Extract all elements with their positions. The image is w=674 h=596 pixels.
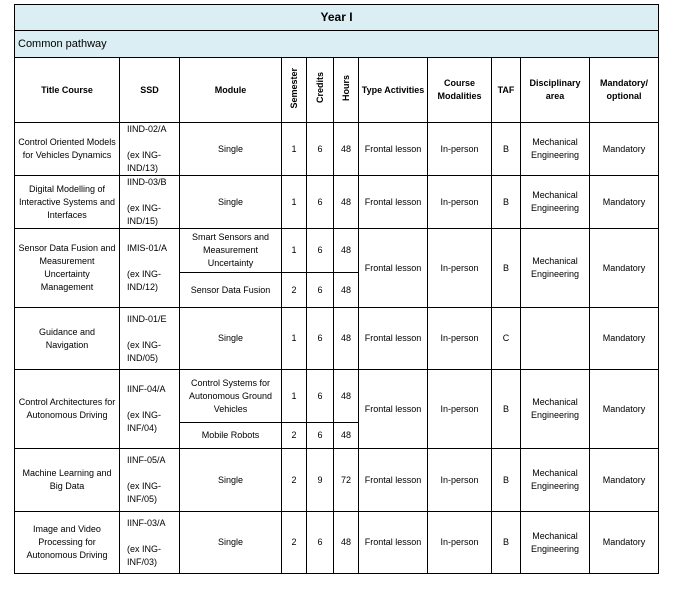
- ssd-former-code: (ex ING-IND/15): [127, 203, 162, 226]
- header-row: [15, 58, 659, 123]
- ssd-former-code: (ex ING-INF/04): [127, 410, 162, 433]
- module-hours: 48: [334, 512, 359, 574]
- course-ssd: [120, 308, 180, 370]
- course-type-activities: Frontal lesson: [359, 449, 428, 512]
- course-mandatory: Mandatory: [590, 176, 659, 229]
- module-semester: 1: [282, 370, 307, 423]
- course-taf: B: [492, 176, 521, 229]
- course-modality: In-person: [428, 512, 492, 574]
- study-plan-table: [14, 4, 659, 574]
- course-disciplinary-area: Mechanical Engineering: [521, 123, 590, 176]
- course-disciplinary-area: Mechanical Engineering: [521, 449, 590, 512]
- module-credits: 9: [307, 449, 334, 512]
- course-row: [15, 449, 659, 512]
- ssd-former-code: (ex ING-IND/12): [127, 269, 162, 292]
- course-title: Control Architectures for Autonomous Driving: [15, 370, 120, 449]
- module-name: Single: [180, 512, 282, 574]
- course-disciplinary-area: Mechanical Engineering: [521, 370, 590, 449]
- ssd-code: IIND-02/A: [127, 124, 167, 134]
- course-modality: In-person: [428, 123, 492, 176]
- header-hours-label: Hours: [340, 74, 351, 101]
- module-semester: 1: [282, 229, 307, 273]
- module-name: Control Systems for Autonomous Ground Vehicles: [180, 370, 282, 423]
- module-name: Smart Sensors and Measurement Uncertainty: [180, 229, 282, 273]
- header-mandatory: [590, 58, 659, 123]
- module-hours: 48: [334, 273, 359, 308]
- module-semester: 1: [282, 176, 307, 229]
- course-type-activities: Frontal lesson: [359, 370, 428, 449]
- module-credits: 6: [307, 123, 334, 176]
- ssd-former-code: (ex ING-INF/05): [127, 481, 162, 504]
- module-credits: 6: [307, 423, 334, 449]
- course-modality: In-person: [428, 449, 492, 512]
- course-disciplinary-area: Mechanical Engineering: [521, 176, 590, 229]
- module-hours: 48: [334, 308, 359, 370]
- course-title: Sensor Data Fusion and Measurement Uncertainty Management: [15, 229, 120, 308]
- course-taf: B: [492, 449, 521, 512]
- header-taf: TAF: [492, 58, 521, 123]
- module-semester: 1: [282, 308, 307, 370]
- module-hours: 48: [334, 423, 359, 449]
- course-disciplinary-area: [521, 308, 590, 370]
- module-name: Single: [180, 176, 282, 229]
- course-modality: In-person: [428, 229, 492, 308]
- ssd-spacer: [127, 326, 177, 339]
- year-title: Year I: [15, 5, 659, 31]
- ssd-spacer: [127, 136, 177, 149]
- module-semester: 2: [282, 423, 307, 449]
- course-type-activities: Frontal lesson: [359, 229, 428, 308]
- module-credits: 6: [307, 512, 334, 574]
- course-row: [15, 370, 659, 423]
- course-row: [15, 176, 659, 229]
- ssd-code: IINF-03/A: [127, 517, 166, 528]
- module-credits: 6: [307, 273, 334, 308]
- header-disciplinary-area-1: Disciplinary: [529, 78, 581, 88]
- ssd-spacer: [127, 255, 177, 268]
- ssd-spacer: [127, 467, 177, 480]
- module-credits: 6: [307, 229, 334, 273]
- ssd-former-code: (ex ING-INF/03): [127, 543, 162, 567]
- ssd-code: IINF-04/A: [127, 384, 166, 394]
- course-type-activities: Frontal lesson: [359, 123, 428, 176]
- ssd-code: IMIS-01/A: [127, 243, 168, 253]
- header-disciplinary-area: [521, 58, 590, 123]
- course-modality: In-person: [428, 176, 492, 229]
- ssd-spacer: [127, 530, 177, 543]
- course-mandatory: Mandatory: [590, 512, 659, 574]
- course-modality: In-person: [428, 308, 492, 370]
- module-hours: 72: [334, 449, 359, 512]
- module-credits: 6: [307, 308, 334, 370]
- module-hours: 48: [334, 176, 359, 229]
- header-hours: [334, 58, 359, 123]
- module-hours: 48: [334, 370, 359, 423]
- course-mandatory: Mandatory: [590, 229, 659, 308]
- header-course-modalities-2: Modalities: [437, 91, 482, 101]
- course-title: Image and Video Processing for Autonomous Driving: [15, 512, 120, 574]
- ssd-spacer: [127, 189, 177, 202]
- course-taf: B: [492, 370, 521, 449]
- module-semester: 2: [282, 273, 307, 308]
- module-credits: 6: [307, 176, 334, 229]
- course-ssd: [120, 229, 180, 308]
- course-title: Control Oriented Models for Vehicles Dynamics: [15, 123, 120, 176]
- course-title: Guidance and Navigation: [15, 308, 120, 370]
- course-ssd: [120, 449, 180, 512]
- course-ssd: [120, 370, 180, 449]
- course-taf: C: [492, 308, 521, 370]
- module-name: Single: [180, 308, 282, 370]
- course-taf: B: [492, 123, 521, 176]
- course-row: [15, 512, 659, 574]
- header-course-modalities-1: Course: [443, 78, 475, 88]
- ssd-code: IINF-05/A: [127, 455, 166, 465]
- course-ssd: [120, 123, 180, 176]
- module-name: Sensor Data Fusion: [180, 273, 282, 308]
- course-row: [15, 123, 659, 176]
- header-title-course: Title Course: [15, 58, 120, 123]
- course-ssd: [120, 512, 180, 574]
- header-credits: [307, 58, 334, 123]
- course-mandatory: Mandatory: [590, 123, 659, 176]
- module-name: Single: [180, 123, 282, 176]
- course-title: Digital Modelling of Interactive Systems and Interfaces: [15, 176, 120, 229]
- header-type-activities: Type Activities: [359, 58, 428, 123]
- header-semester-label: Semester: [288, 67, 299, 109]
- course-row: [15, 308, 659, 370]
- header-course-modalities: [428, 58, 492, 123]
- course-ssd: [120, 176, 180, 229]
- course-modality: In-person: [428, 370, 492, 449]
- module-name: Mobile Robots: [180, 423, 282, 449]
- course-row: [15, 229, 659, 273]
- module-semester: 2: [282, 512, 307, 574]
- course-taf: B: [492, 512, 521, 574]
- course-mandatory: Mandatory: [590, 308, 659, 370]
- ssd-code: IIND-01/E: [127, 313, 167, 324]
- course-disciplinary-area: Mechanical Engineering: [521, 512, 590, 574]
- course-mandatory: Mandatory: [590, 449, 659, 512]
- ssd-spacer: [127, 396, 177, 409]
- ssd-code: IIND-03/B: [127, 177, 167, 187]
- pathway-title: Common pathway: [15, 31, 659, 58]
- module-semester: 2: [282, 449, 307, 512]
- ssd-former-code: (ex ING-IND/13): [127, 150, 162, 173]
- module-hours: 48: [334, 229, 359, 273]
- course-mandatory: Mandatory: [590, 370, 659, 449]
- course-taf: B: [492, 229, 521, 308]
- ssd-former-code: (ex ING-IND/05): [127, 339, 162, 363]
- header-disciplinary-area-2: area: [545, 91, 565, 101]
- course-title: Machine Learning and Big Data: [15, 449, 120, 512]
- course-type-activities: Frontal lesson: [359, 308, 428, 370]
- header-module: Module: [180, 58, 282, 123]
- module-hours: 48: [334, 123, 359, 176]
- course-type-activities: Frontal lesson: [359, 512, 428, 574]
- header-semester: [282, 58, 307, 123]
- course-disciplinary-area: Mechanical Engineering: [521, 229, 590, 308]
- module-credits: 6: [307, 370, 334, 423]
- header-ssd: SSD: [120, 58, 180, 123]
- module-name: Single: [180, 449, 282, 512]
- header-mandatory-2: optional: [606, 91, 642, 101]
- module-semester: 1: [282, 123, 307, 176]
- header-mandatory-1: Mandatory/: [600, 78, 649, 88]
- header-credits-label: Credits: [314, 72, 325, 104]
- course-type-activities: Frontal lesson: [359, 176, 428, 229]
